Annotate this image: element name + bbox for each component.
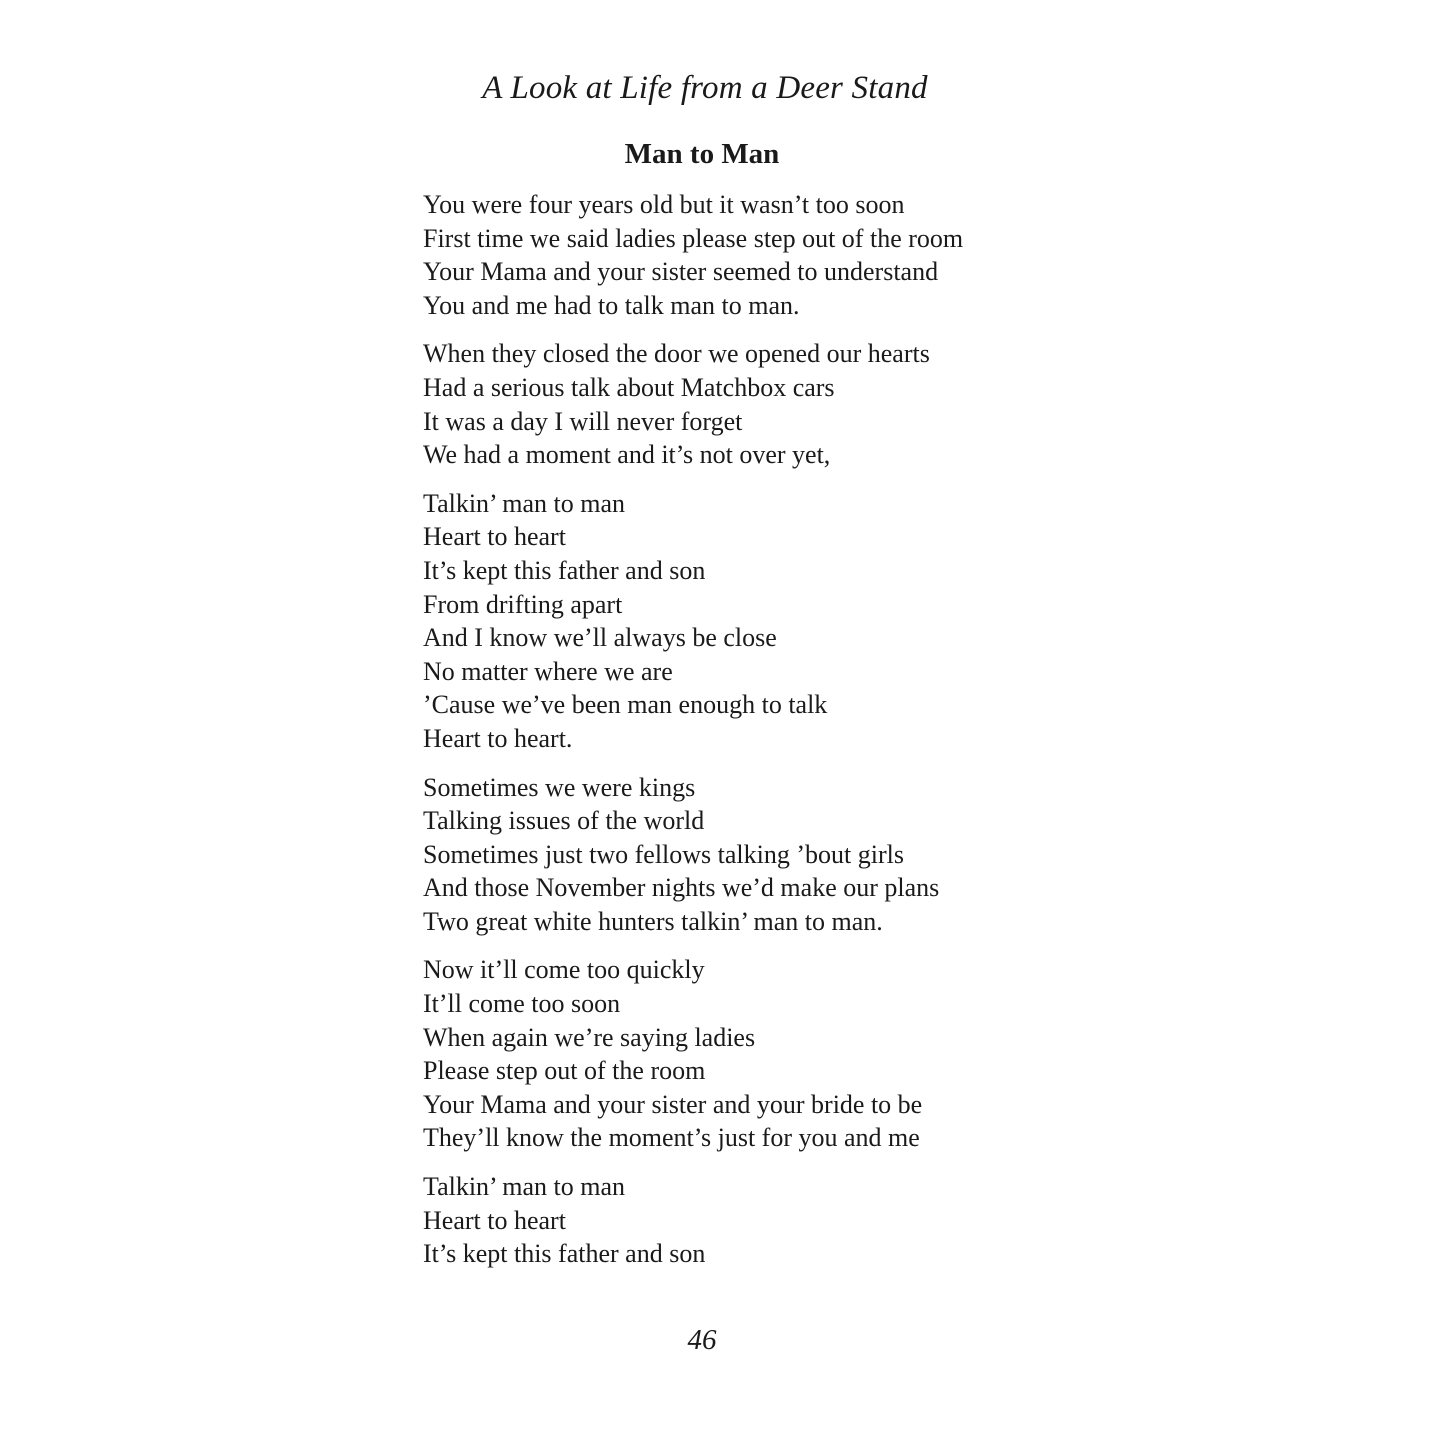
poem-line: It’s kept this father and son xyxy=(423,555,706,585)
stanza-chorus xyxy=(423,1170,1043,1271)
poem-line: Two great white hunters talkin’ man to man. xyxy=(423,906,883,936)
poem-line: No matter where we are xyxy=(423,656,673,686)
poem-line: It’s kept this father and son xyxy=(423,1239,706,1269)
stanza-chorus xyxy=(423,487,1043,756)
poem-line: It’ll come too soon xyxy=(423,989,621,1019)
poem-line: Now it’ll come too quickly xyxy=(423,955,705,985)
stanza xyxy=(423,771,1043,939)
running-head: A Look at Life from a Deer Stand xyxy=(482,70,928,106)
poem-line: From drifting apart xyxy=(423,589,623,619)
poem-line: Had a serious talk about Matchbox cars xyxy=(423,372,835,402)
poem-line: When they closed the door we opened our hearts xyxy=(423,339,930,369)
page-number: 46 xyxy=(687,1324,717,1356)
poem-line: Sometimes we were kings xyxy=(423,772,696,802)
poem-line: Heart to heart. xyxy=(423,723,573,753)
poem-line: ’Cause we’ve been man enough to talk xyxy=(423,690,828,720)
poem-line: Talkin’ man to man xyxy=(423,488,626,518)
poem-line: Talking issues of the world xyxy=(423,806,705,836)
poem-body xyxy=(423,188,1043,1286)
poem-line: And those November nights we’d make our plans xyxy=(423,873,940,903)
stanza xyxy=(423,337,1043,471)
stanza xyxy=(423,953,1043,1155)
poem-line: Your Mama and your sister and your bride to be xyxy=(423,1089,923,1119)
poem-line: Sometimes just two fellows talking ’bout girls xyxy=(423,839,904,869)
poem-line: Please step out of the room xyxy=(423,1056,706,1086)
poem-line: First time we said ladies please step out of the room xyxy=(423,223,964,253)
poem-line: We had a moment and it’s not over yet, xyxy=(423,440,831,470)
poem-line: When again we’re saying ladies xyxy=(423,1022,756,1052)
poem-line: You and me had to talk man to man. xyxy=(423,290,800,320)
poem-line: They’ll know the moment’s just for you and me xyxy=(423,1123,920,1153)
poem-line: Heart to heart xyxy=(423,522,566,552)
poem-line: Your Mama and your sister seemed to understand xyxy=(423,257,939,287)
stanza xyxy=(423,188,1043,322)
poem-line: It was a day I will never forget xyxy=(423,406,743,436)
poem-line: Talkin’ man to man xyxy=(423,1172,626,1202)
poem-line: Heart to heart xyxy=(423,1205,566,1235)
poem-title: Man to Man xyxy=(624,138,780,170)
poem-line: And I know we’ll always be close xyxy=(423,623,777,653)
poem-line: You were four years old but it wasn’t too soon xyxy=(423,190,905,219)
